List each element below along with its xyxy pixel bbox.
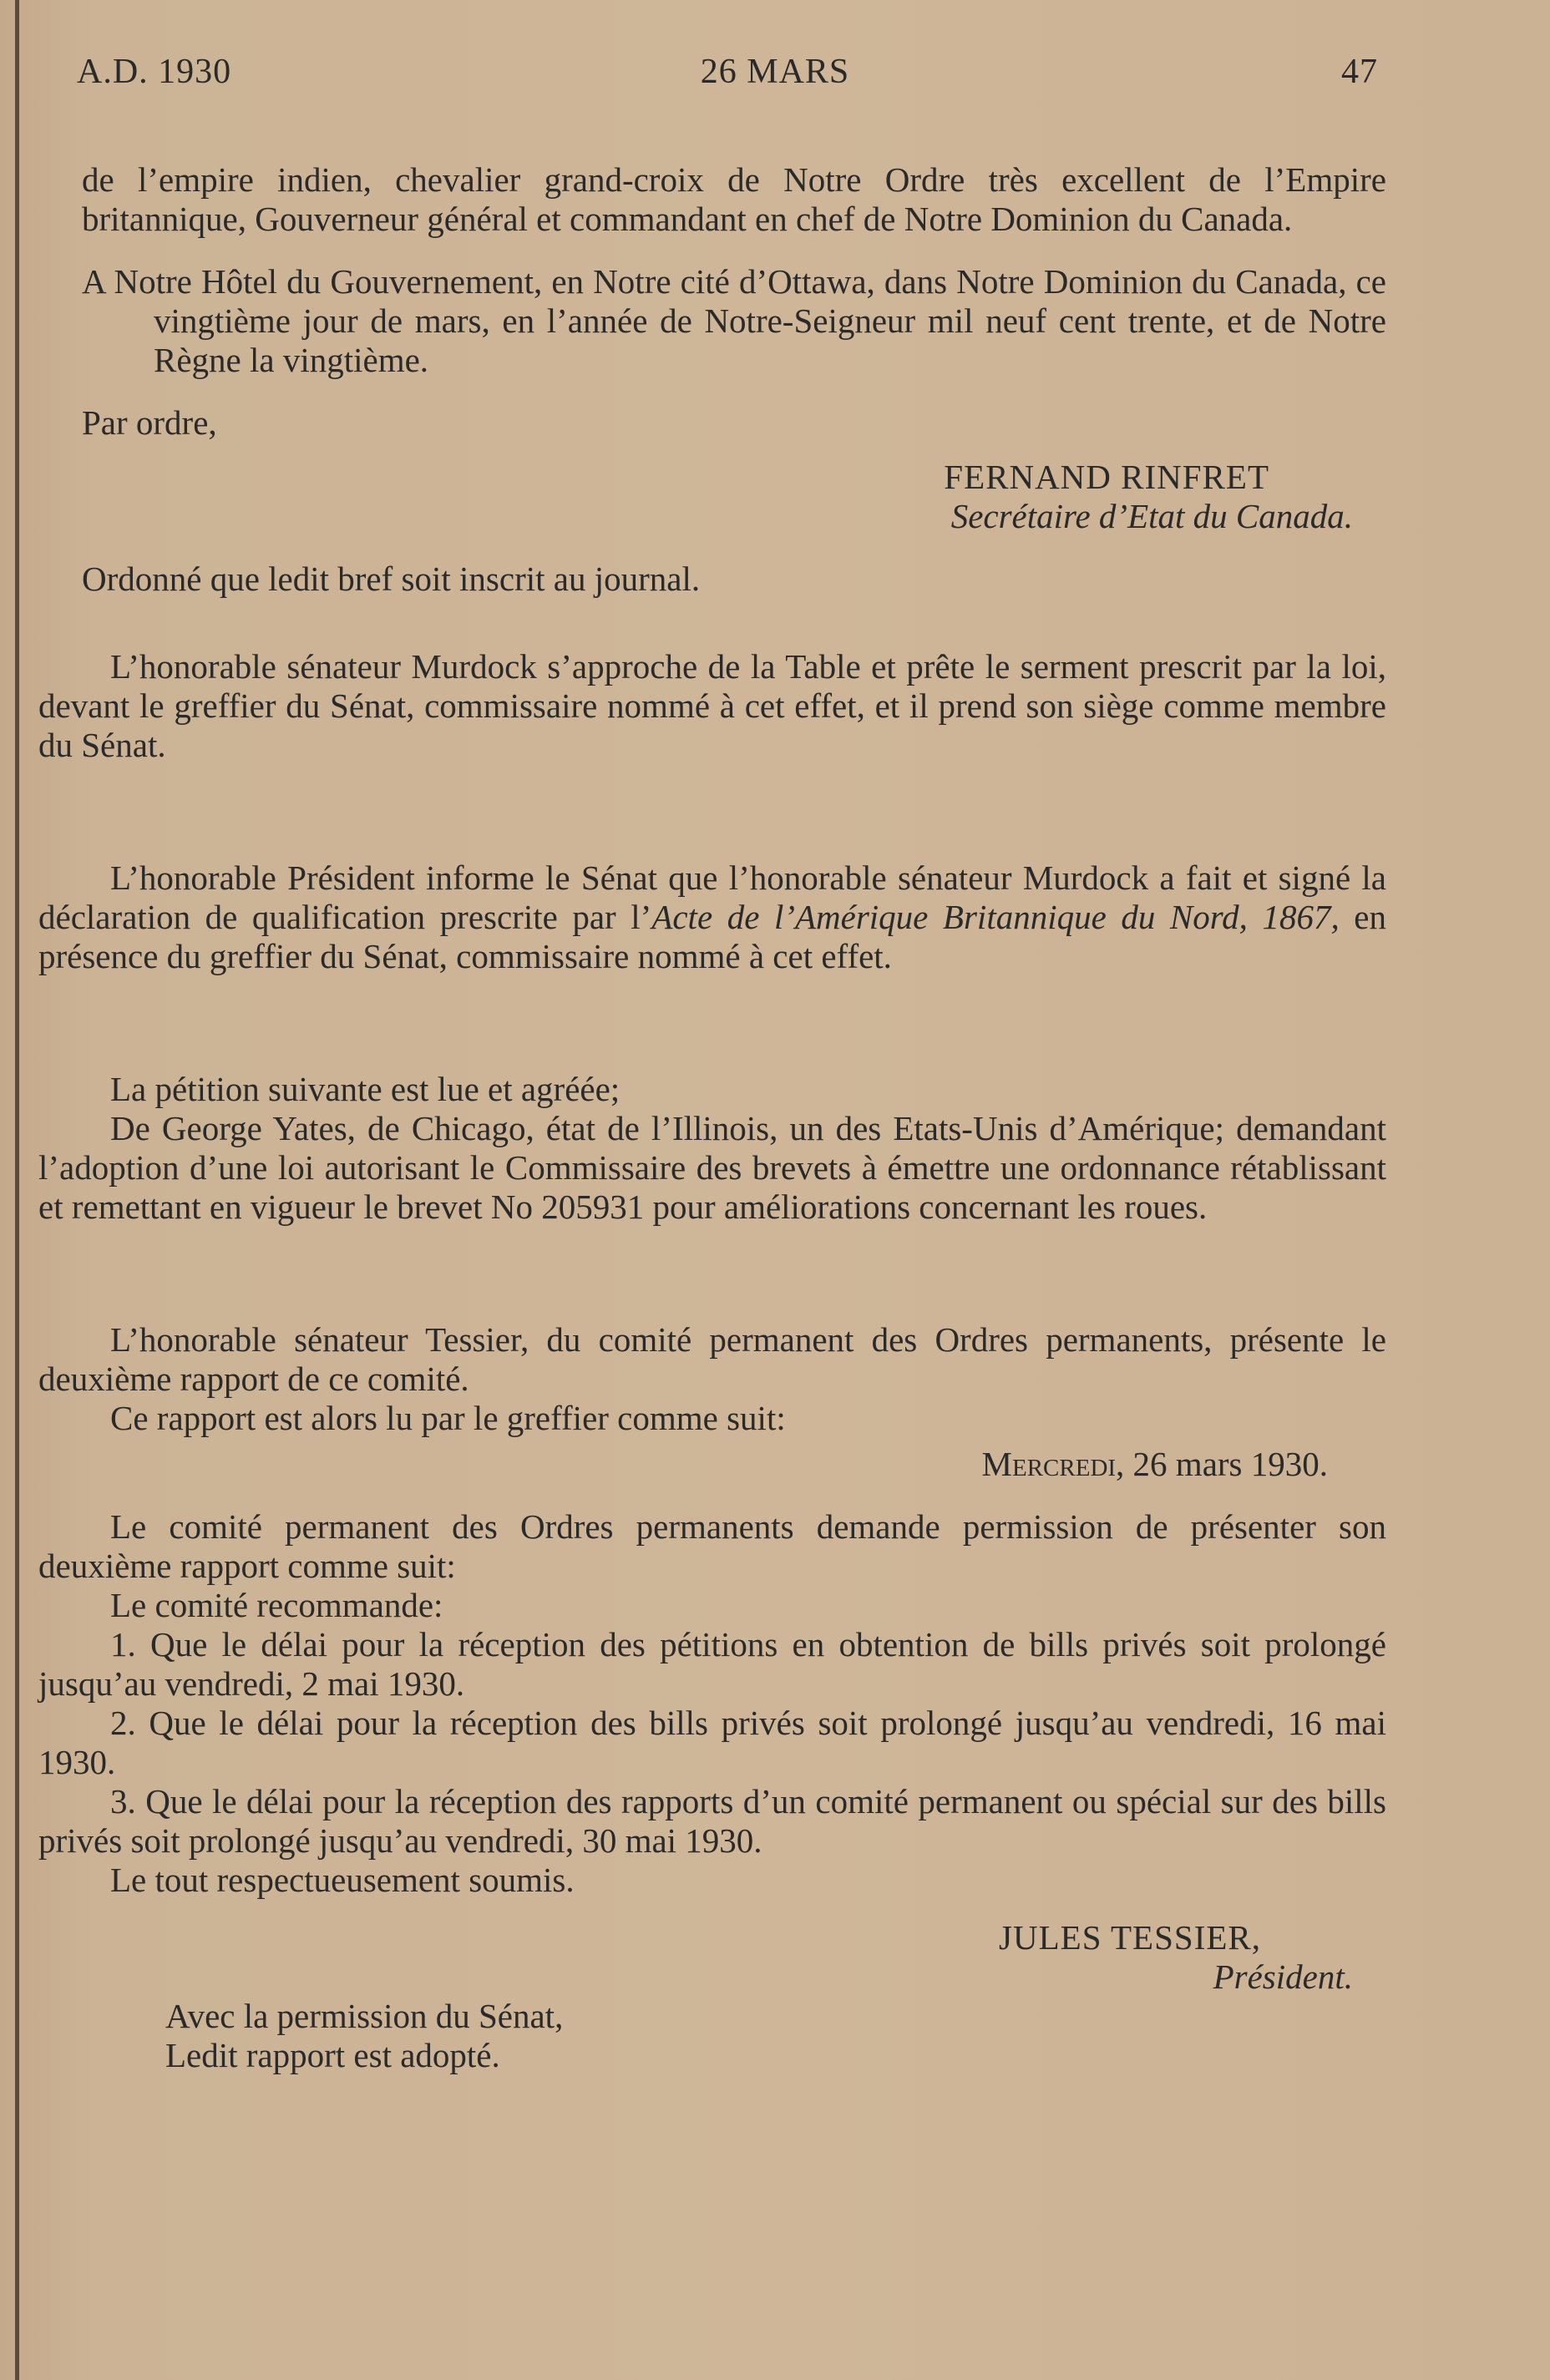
- document-body: [38, 160, 1386, 2075]
- report-date-day: Mercredi,: [981, 1445, 1125, 1483]
- declaration-act-title: Acte de l’Amérique Britannique du Nord, 1867,: [651, 898, 1340, 936]
- header-date: 26 MARS: [700, 53, 850, 91]
- petition-text: De George Yates, de Chicago, état de l’Illinois, un des Etats-Unis d’Amérique; demandant l’adoption d’une loi autorisant le Commissaire des brevets à émettre une ordonnance rétablissant et remettant en vigueur le brevet No 205931 pour améliorations concernant les roues.: [38, 1109, 1386, 1226]
- final-line-1: Avec la permission du Sénat,: [165, 1997, 564, 2035]
- final-line-2: Ledit rapport est adopté.: [165, 2036, 500, 2074]
- ordonne-paragraph: Ordonné que ledit bref soit inscrit au journal.: [82, 560, 701, 598]
- declaration-paragraph: [38, 858, 1386, 976]
- signer-title: Secrétaire d’Etat du Canada.: [950, 497, 1353, 535]
- report-signer-name: JULES TESSIER,: [999, 1918, 1261, 1957]
- header-year: A.D. 1930: [77, 53, 232, 91]
- par-ordre: Par ordre,: [82, 403, 217, 442]
- petition-intro: La pétition suivante est lue et agréée;: [110, 1070, 621, 1108]
- report-signer-title: Président.: [1213, 1957, 1353, 1996]
- report-closing: Le tout respectueusement soumis.: [110, 1861, 575, 1899]
- report-item-2: 2. Que le délai pour la réception des bills privés soit prolongé jusqu’au vendredi, 16 mai 1930.: [38, 1704, 1386, 1781]
- signer-name: FERNAND RINFRET: [944, 458, 1269, 496]
- report-date: [82, 1445, 1386, 1484]
- page-binding-edge: [15, 0, 19, 2380]
- report-paragraph-3: Le comité permanent des Ordres permanents demande permission de présenter son deuxième rapport comme suit:: [38, 1507, 1386, 1585]
- report-paragraph-4: Le comité recommande:: [110, 1586, 443, 1624]
- report-paragraph-1: L’honorable sénateur Tessier, du comité permanent des Ordres permanents, présente le deuxième rapport de ce comité.: [38, 1320, 1386, 1398]
- page-number: 47: [1341, 53, 1378, 91]
- report-paragraph-2: Ce rapport est alors lu par le greffier comme suit:: [110, 1399, 786, 1437]
- oath-paragraph: L’honorable sénateur Murdock s’approche de la Table et prête le serment prescrit par la loi, devant le greffier du Sénat, commissaire nommé à cet effet, et il prend son siège comme membre du Sénat.: [38, 647, 1386, 764]
- proclamation-paragraph-1: de l’empire indien, chevalier grand-croix de Notre Ordre très excellent de l’Empire britannique, Gouverneur général et commandant en chef de Notre Dominion du Canada.: [82, 160, 1386, 238]
- report-item-3: 3. Que le délai pour la réception des rapports d’un comité permanent ou spécial sur des bills privés soit prolongé jusqu’au vendredi, 30 mai 1930.: [38, 1782, 1386, 1860]
- proclamation-paragraph-2: A Notre Hôtel du Gouvernement, en Notre cité d’Ottawa, dans Notre Dominion du Canada, ce vingtième jour de mars, en l’année de Notre-Seigneur mil neuf cent trente, et de Notre Règne la vingtième.: [82, 262, 1386, 379]
- report-date-rest: 26 mars 1930.: [1124, 1445, 1328, 1483]
- report-item-1: 1. Que le délai pour la réception des pétitions en obtention de bills privés soit prolongé jusqu’au vendredi, 2 mai 1930.: [38, 1625, 1386, 1703]
- declaration-text-after: en présence du greffier du Sénat, commissaire nommé à cet effet.: [38, 898, 1386, 975]
- declaration-text-before: L’honorable Président informe le Sénat que l’honorable sénateur Murdock a fait et signé la déclaration de qualification prescrite par l’: [38, 858, 1386, 936]
